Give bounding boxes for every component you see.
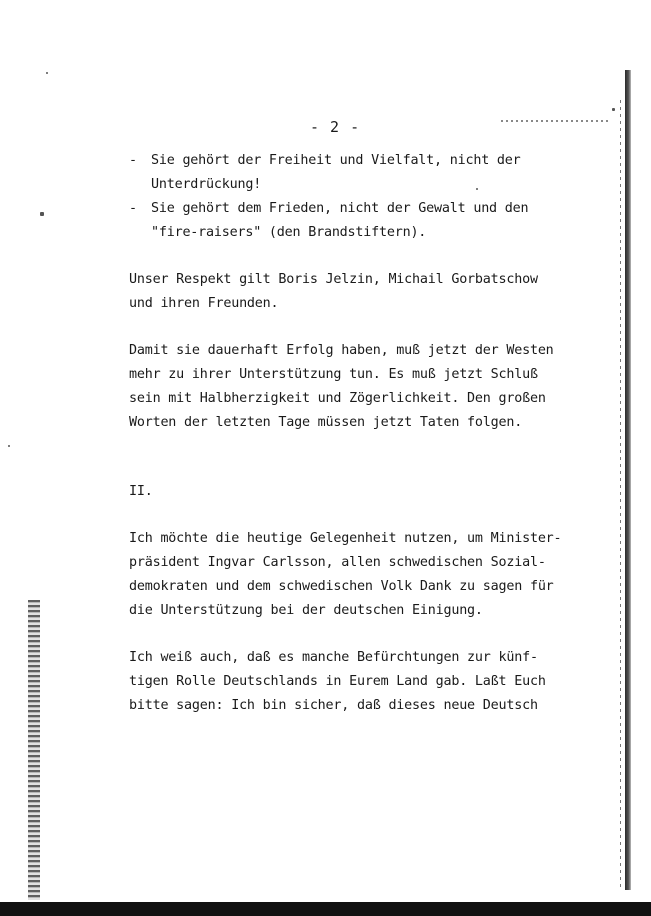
scan-dots (501, 120, 611, 122)
paragraph-3-line-3: demokraten und dem schwedischen Volk Dank zu sagen für (129, 579, 554, 594)
bullet-1-line-2: Unterdrückung! (151, 177, 262, 192)
scan-speck (476, 188, 478, 190)
paragraph-1-line-1: Unser Respekt gilt Boris Jelzin, Michail Gorbatschow (129, 272, 538, 287)
scan-edge-right (625, 70, 631, 890)
scan-speck (612, 108, 615, 111)
paragraph-3-line-2: präsident Ingvar Carlsson, allen schwedischen Sozial- (129, 555, 546, 570)
paragraph-3-line-1: Ich möchte die heutige Gelegenheit nutzen, um Minister- (129, 531, 562, 546)
paragraph-4-line-3: bitte sagen: Ich bin sicher, daß dieses neue Deutsch (129, 698, 538, 713)
paragraph-1-line-2: und ihren Freunden. (129, 296, 279, 311)
paragraph-2-line-3: sein mit Halbherzigkeit und Zögerlichkeit. Den großen (129, 391, 546, 406)
bullet-1-line-1: Sie gehört der Freiheit und Vielfalt, nicht der (151, 153, 521, 168)
scan-edge-left (28, 600, 40, 900)
paragraph-2-line-1: Damit sie dauerhaft Erfolg haben, muß jetzt der Westen (129, 343, 554, 358)
scan-speck (40, 212, 44, 216)
paragraph-3-line-4: die Unterstützung bei der deutschen Einigung. (129, 603, 483, 618)
scan-edge-line (620, 100, 621, 890)
paragraph-2-line-2: mehr zu ihrer Unterstützung tun. Es muß jetzt Schluß (129, 367, 538, 382)
paragraph-2-line-4: Worten der letzten Tage müssen jetzt Taten folgen. (129, 415, 523, 430)
bullet-2-line-2: "fire-raisers" (den Brandstiftern). (151, 225, 427, 240)
scan-speck (8, 445, 10, 447)
paragraph-4-line-1: Ich weiß auch, daß es manche Befürchtungen zur künf- (129, 650, 538, 665)
section-heading: II. (129, 484, 153, 499)
bullet-dash: - (129, 153, 138, 168)
page-number: - 2 - (310, 118, 361, 136)
scan-speck (46, 72, 48, 74)
paragraph-4-line-2: tigen Rolle Deutschlands in Eurem Land gab. Laßt Euch (129, 674, 546, 689)
scan-edge-bottom (0, 902, 651, 916)
bullet-2-line-1: Sie gehört dem Frieden, nicht der Gewalt und den (151, 201, 529, 216)
bullet-dash: - (129, 201, 138, 216)
